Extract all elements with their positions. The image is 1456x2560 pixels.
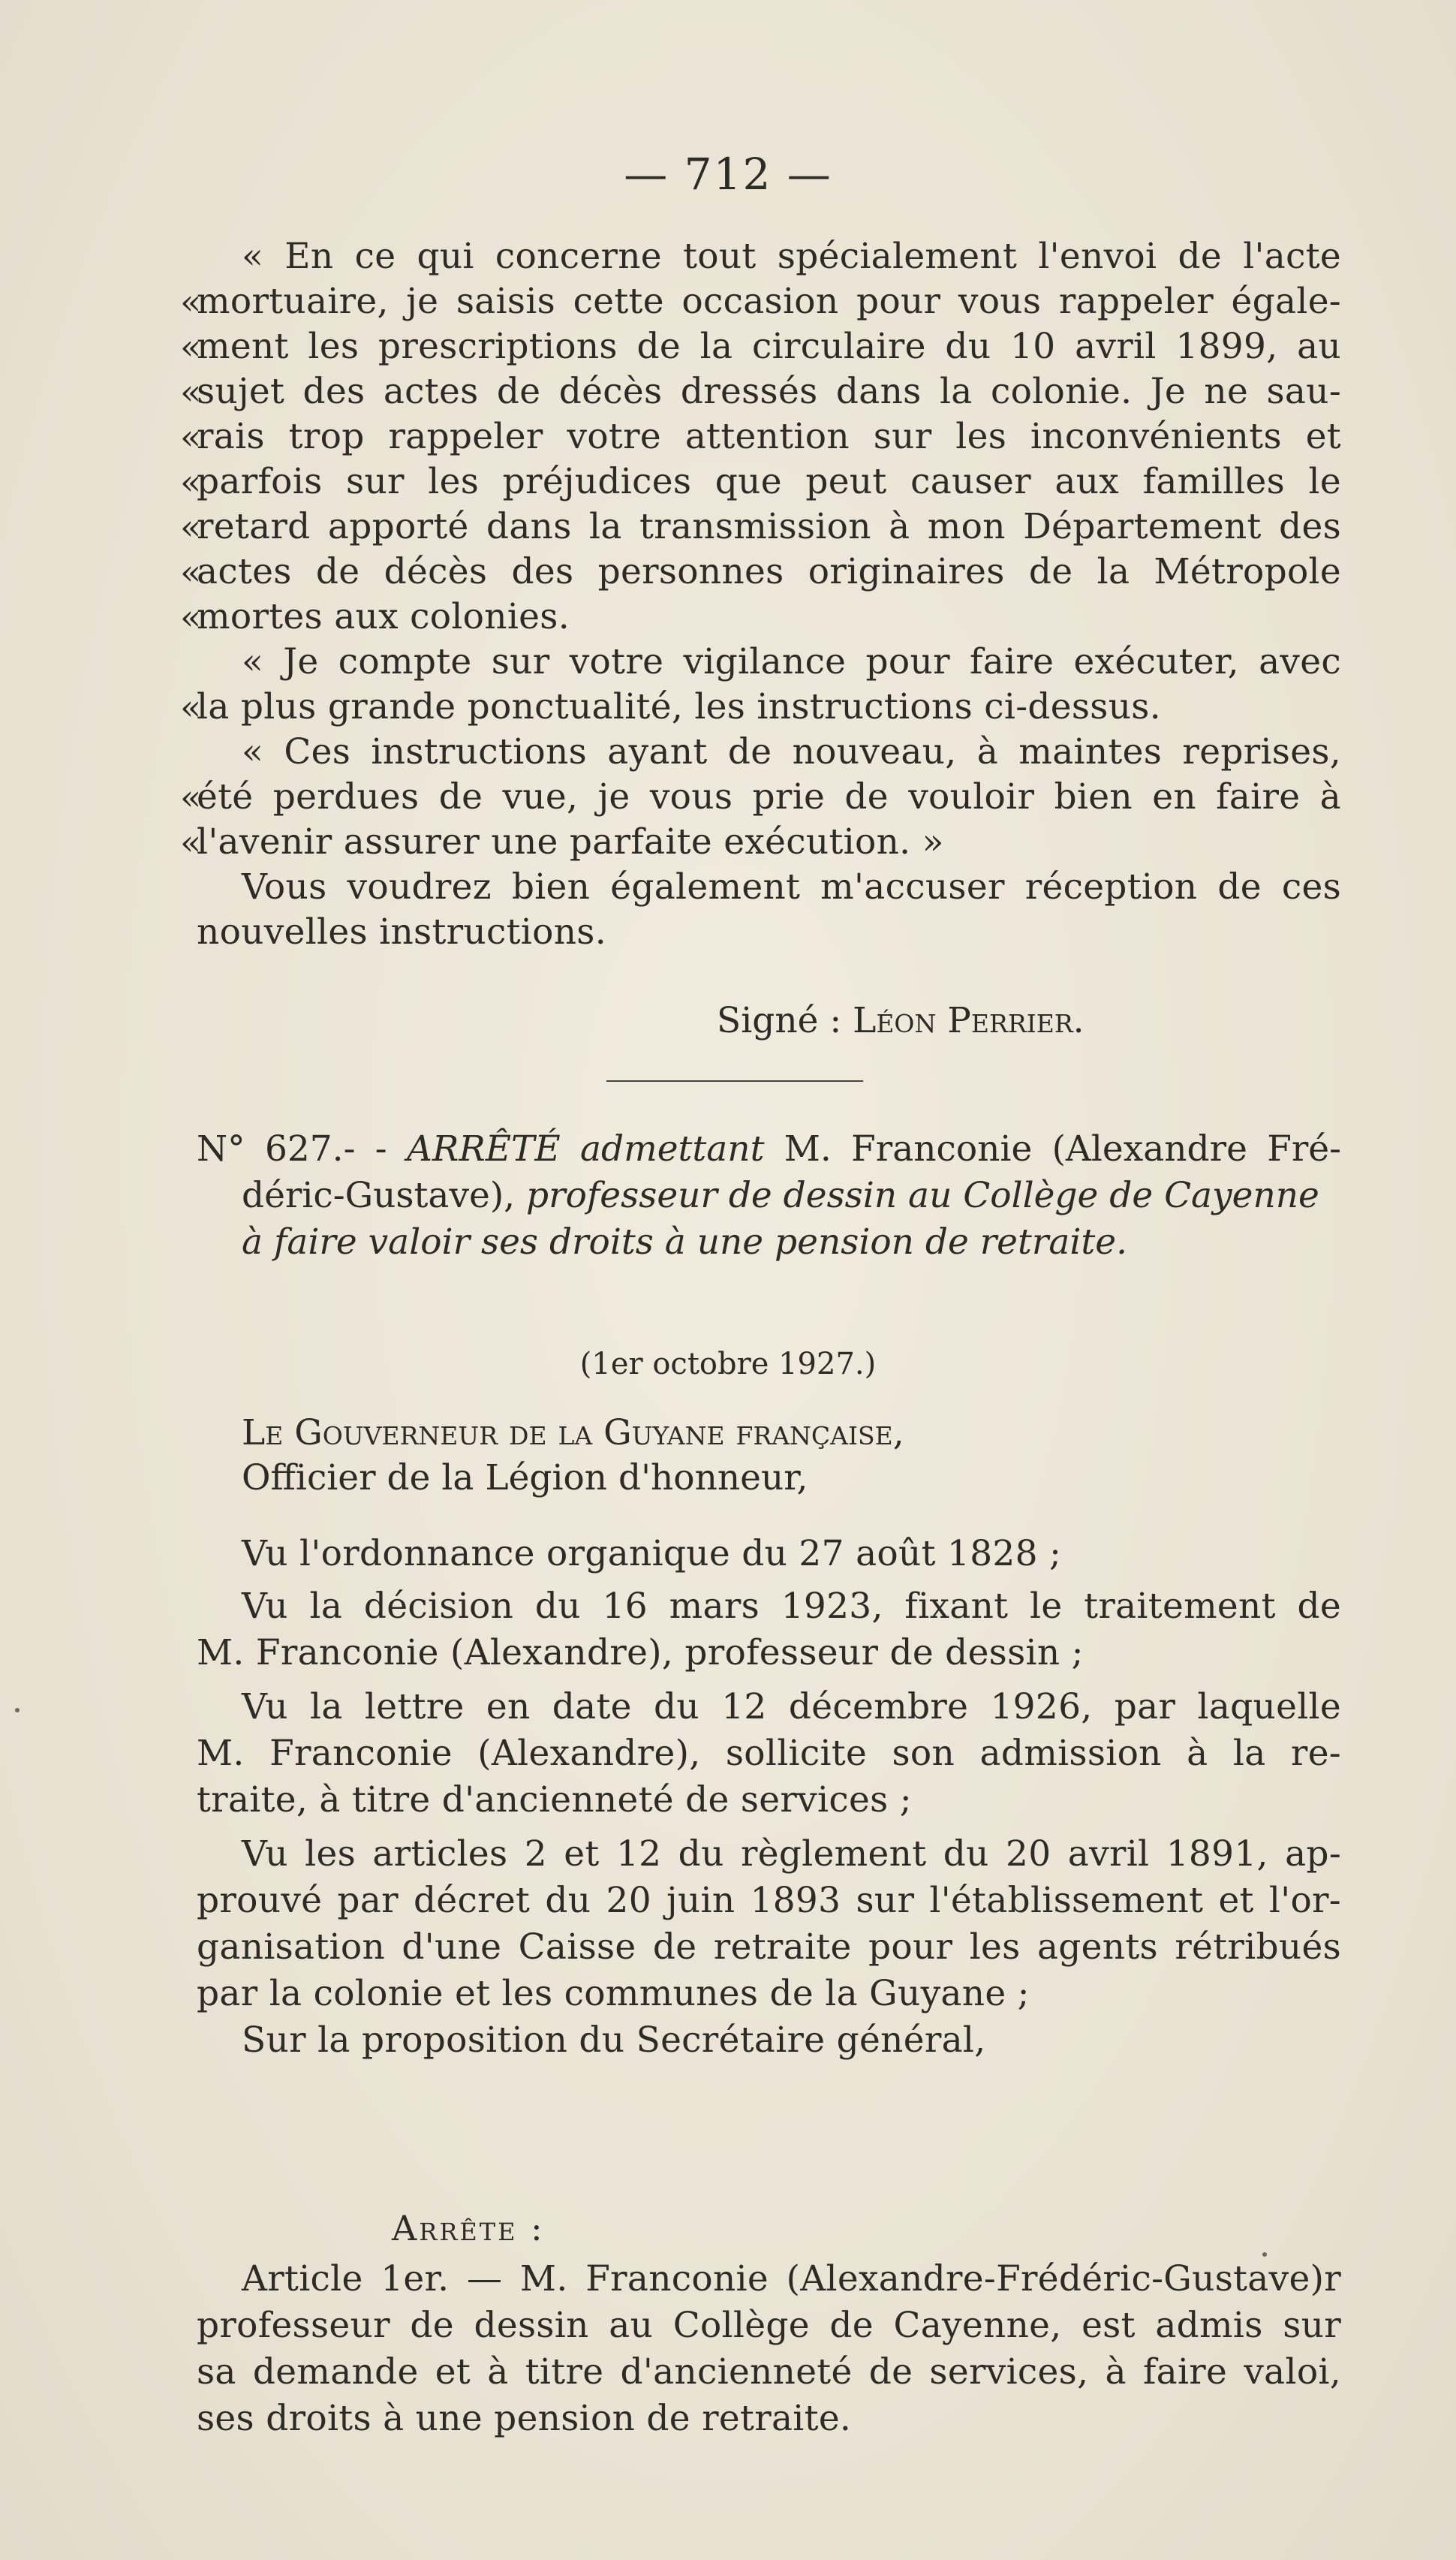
text-line: Vu la décision du 16 mars 1923, fixant le traitement de — [242, 1586, 1341, 1627]
quote-mark: « — [180, 327, 202, 367]
paper-speck — [1262, 2252, 1267, 2257]
text-line: Vu les articles 2 et 12 du règlement du 20 avril 1891, ap- — [242, 1833, 1341, 1875]
arrete-label: Arrête : — [392, 2208, 545, 2248]
text-line: nouvelles instructions. — [197, 911, 606, 953]
decree-heading-line — [242, 1173, 1319, 1219]
section-divider — [606, 1080, 863, 1082]
text-line: sujet des actes de décès dressés dans la colonie. Je ne sau- — [197, 371, 1341, 412]
text-line: mortes aux colonies. — [197, 596, 570, 637]
decree-heading-italic: professeur de dessin au Collège de Cayenne — [515, 1175, 1319, 1216]
decree-heading-roman: déric-Gustave), — [242, 1175, 516, 1216]
text-line: Article 1er. — M. Franconie (Alexandre-Frédéric-Gustave)r — [242, 2258, 1341, 2299]
text-line: sa demande et à titre d'ancienneté de services, à faire valoi, — [197, 2351, 1341, 2393]
signature-prefix: Signé : — [717, 1000, 853, 1041]
governor-subtitle: Officier de la Légion d'honneur, — [242, 1457, 808, 1498]
decree-date: (1er octobre 1927.) — [579, 1347, 877, 1381]
text-line: ment les prescriptions de la circulaire du 10 avril 1899, au — [197, 326, 1341, 367]
text-line: actes de décès des personnes originaires de la Métropole — [197, 551, 1341, 592]
quote-mark: « — [180, 822, 202, 863]
quote-mark: « — [180, 417, 202, 457]
text-line: retard apporté dans la transmission à mon Département des — [197, 506, 1341, 547]
text-line: Vu l'ordonnance organique du 27 août 1828 ; — [242, 1533, 1062, 1574]
text-line: mortuaire, je saisis cette occasion pour vous rappeler égale- — [197, 281, 1341, 322]
text-line: M. Franconie (Alexandre), professeur de dessin ; — [197, 1632, 1084, 1673]
text-line: traite, à titre d'ancienneté de services ; — [197, 1779, 912, 1821]
text-line: rais trop rappeler votre attention sur les inconvénients et — [197, 416, 1341, 457]
text-line: Sur la proposition du Secrétaire général, — [242, 2019, 986, 2061]
text-line: « Je compte sur votre vigilance pour faire exécuter, avec — [242, 641, 1341, 682]
text-line: été perdues de vue, je vous prie de vouloir bien en faire à — [197, 776, 1341, 818]
governor-title: Le Gouverneur de la Guyane française, — [242, 1412, 904, 1453]
page-number: — 712 — — [624, 149, 832, 200]
text-line: Vu la lettre en date du 12 décembre 1926, par laquelle — [242, 1686, 1341, 1727]
text-line: la plus grande ponctualité, les instructions ci-dessus. — [197, 686, 1161, 727]
signature-name: Léon Perrier. — [853, 1000, 1084, 1041]
decree-number: N° 627.- - — [197, 1128, 387, 1170]
paper-speck — [15, 1708, 20, 1712]
text-line: ses droits à une pension de retraite. — [197, 2398, 852, 2439]
text-line: M. Franconie (Alexandre), sollicite son admission à la re- — [197, 1733, 1341, 1774]
quote-mark: « — [180, 372, 202, 412]
quote-mark: « — [180, 462, 202, 502]
quote-mark: « — [180, 282, 202, 322]
quote-mark: « — [180, 507, 202, 547]
quote-mark: « — [180, 597, 202, 637]
text-line: prouvé par décret du 20 juin 1893 sur l'établissement et l'or- — [197, 1880, 1341, 1921]
text-line: « En ce qui concerne tout spécialement l'envoi de l'acte — [242, 236, 1341, 277]
decree-heading-line — [197, 1126, 1341, 1173]
text-line: par la colonie et les communes de la Guyane ; — [197, 1973, 1030, 2014]
text-line: professeur de dessin au Collège de Cayenne, est admis sur — [197, 2305, 1341, 2346]
decree-heading-line: à faire valoir ses droits à une pension de retraite. — [242, 1221, 1128, 1263]
quote-mark: « — [180, 777, 202, 818]
decree-heading-italic: ARRÊTÉ admettant — [407, 1128, 765, 1170]
text-line: « Ces instructions ayant de nouveau, à maintes reprises, — [242, 731, 1341, 773]
text-line: parfois sur les préjudices que peut causer aux familles le — [197, 461, 1341, 502]
signature — [717, 998, 1084, 1044]
quote-mark: « — [180, 552, 202, 592]
text-line: Vous voudrez bien également m'accuser réception de ces — [242, 866, 1341, 908]
text-line: l'avenir assurer une parfaite exécution. » — [197, 821, 944, 863]
decree-heading-rest: M. Franconie (Alexandre Fré- — [764, 1128, 1341, 1170]
quote-mark: « — [180, 687, 202, 727]
text-line: ganisation d'une Caisse de retraite pour les agents rétribués — [197, 1926, 1341, 1968]
